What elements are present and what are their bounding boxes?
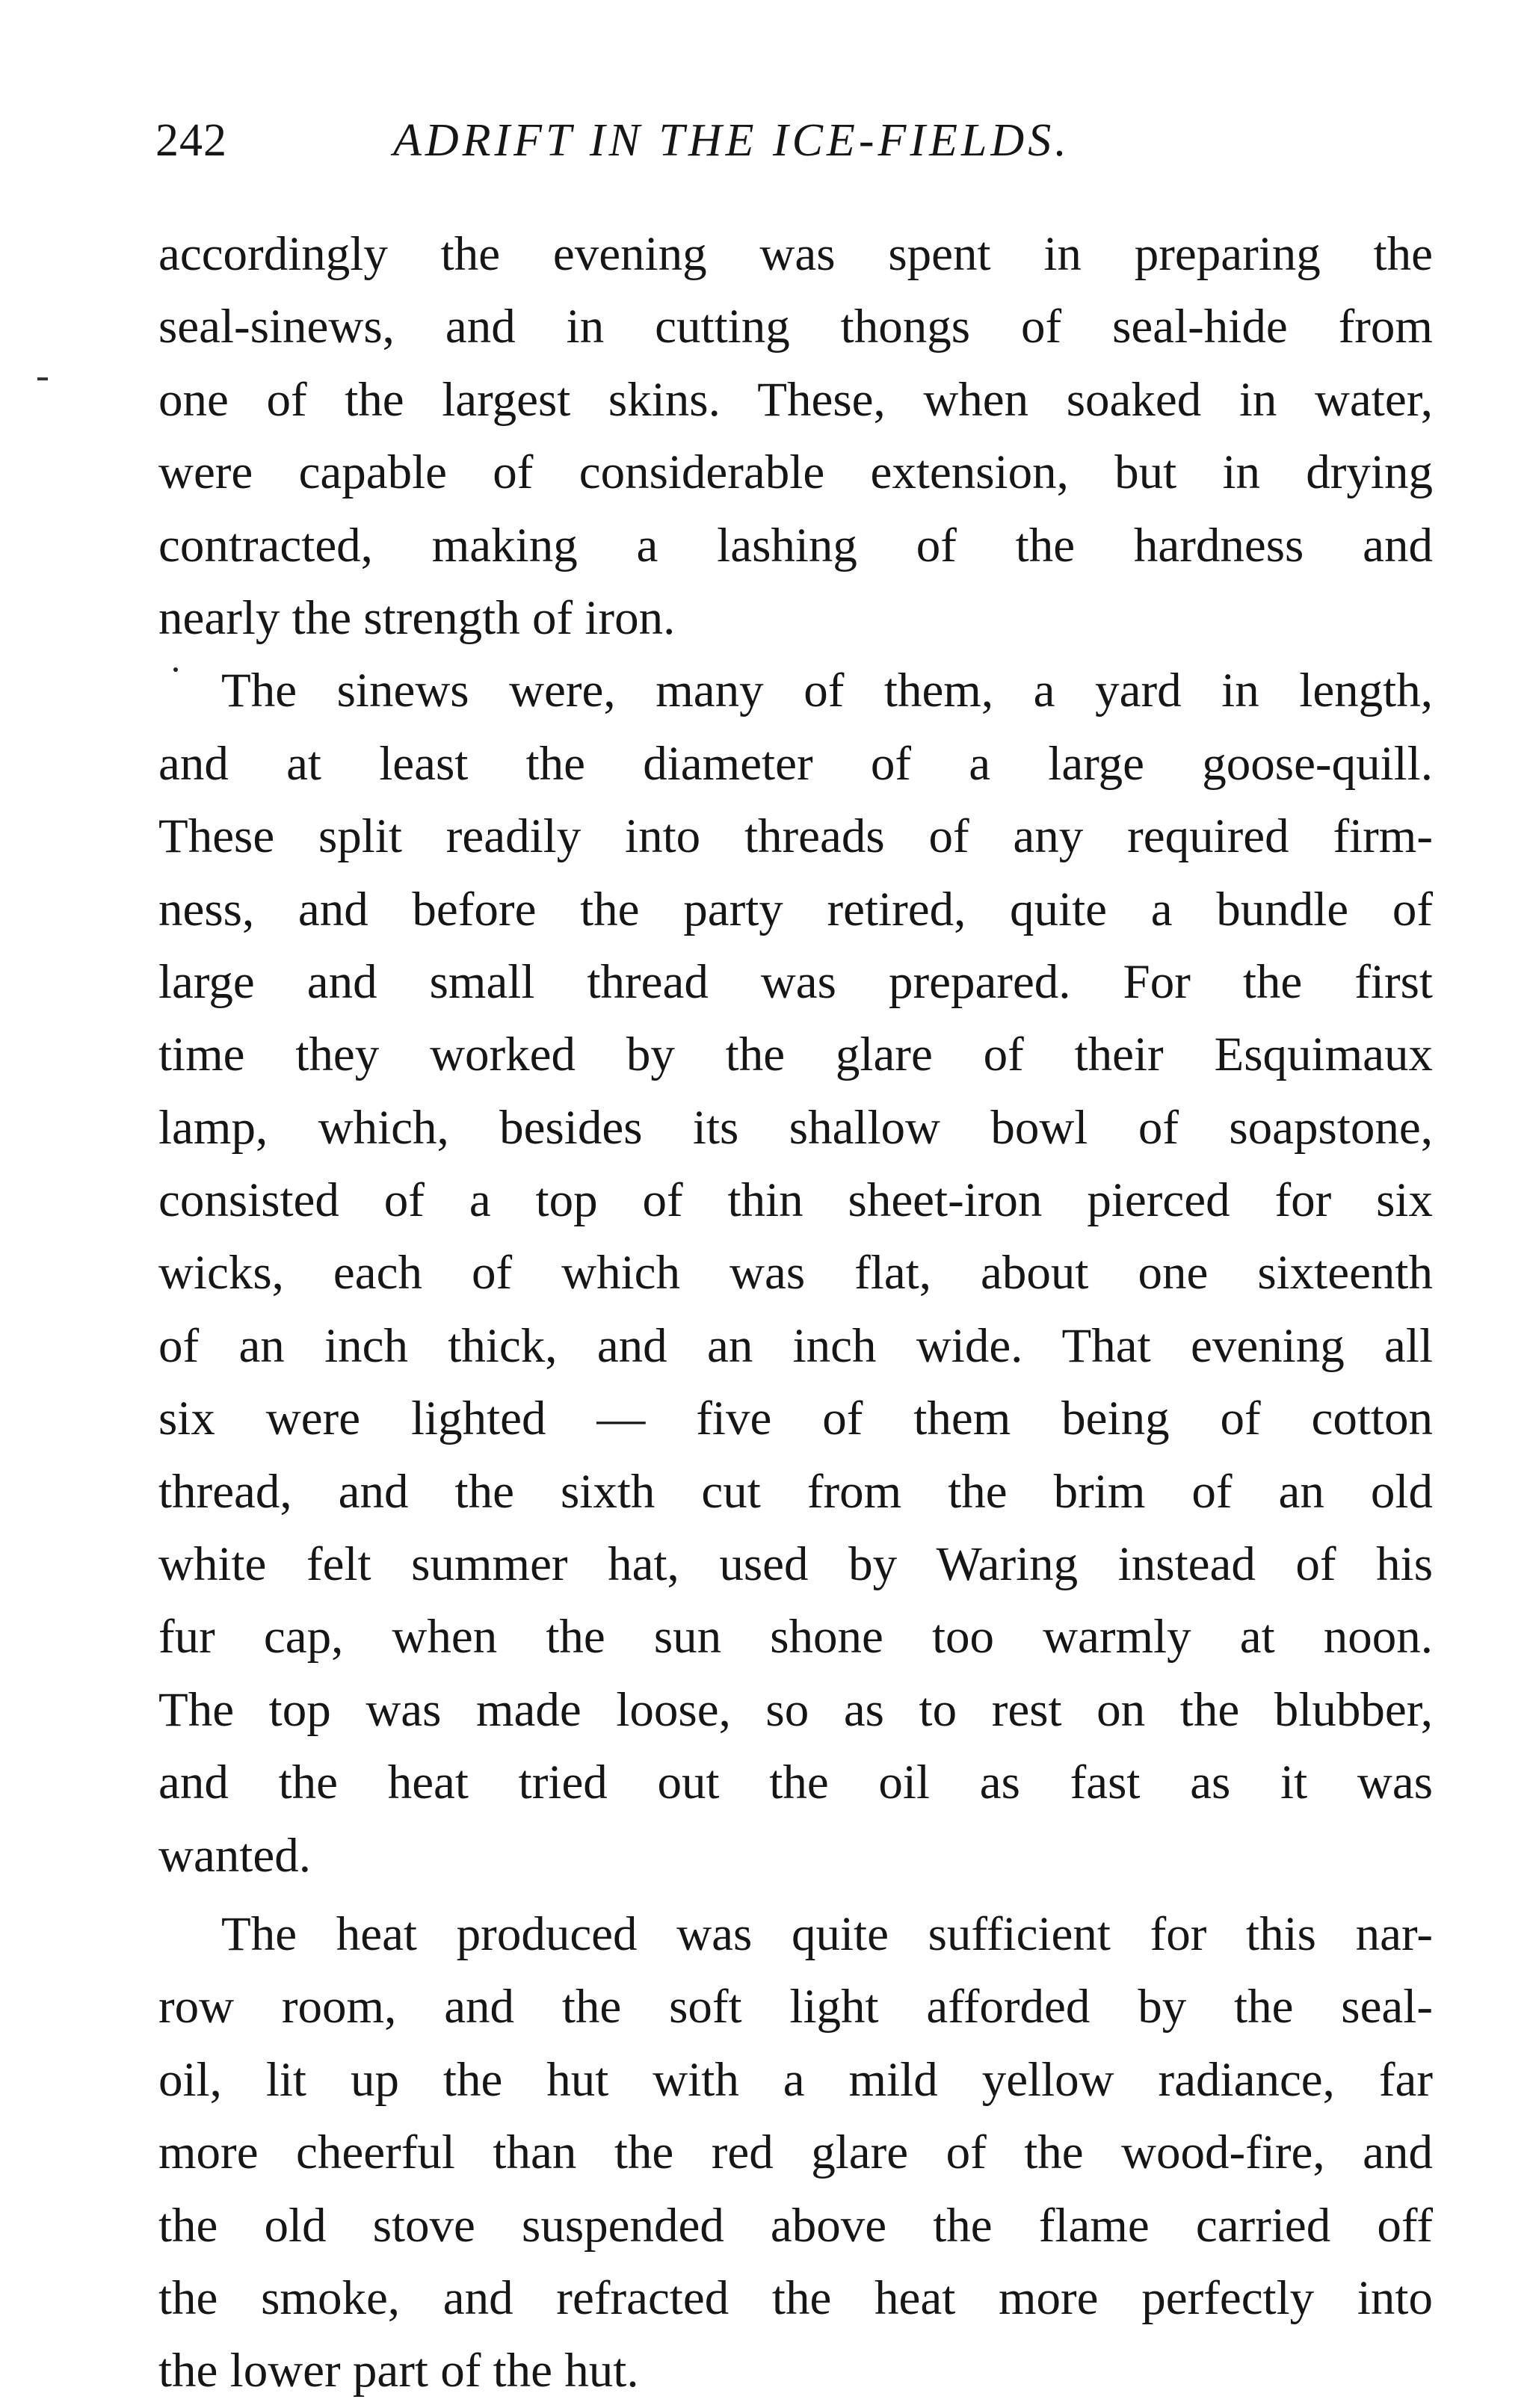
paragraph-3	[158, 1898, 1433, 2408]
text-line: wanted.	[158, 1828, 311, 1883]
text-line: lamp, which, besides its shallow bowl of soapstone,	[158, 1100, 1433, 1155]
text-line: were capable of considerable extension, but in drying	[158, 445, 1433, 500]
text-line: The top was made loose, so as to rest on the blubber,	[158, 1682, 1433, 1737]
text-line: nearly the strength of iron.	[158, 590, 676, 645]
text-line: wicks, each of which was flat, about one sixteenth	[158, 1246, 1433, 1300]
text-line: time they worked by the glare of their Esquimaux	[158, 1028, 1433, 1082]
text-line: fur cap, when the sun shone too warmly at noon.	[158, 1610, 1433, 1664]
page-number: 242	[155, 115, 227, 166]
paragraph-2	[158, 655, 1433, 1892]
margin-mark	[37, 377, 48, 380]
text-line: of an inch thick, and an inch wide. That evening all	[158, 1318, 1433, 1373]
text-line: thread, and the sixth cut from the brim of an old	[158, 1464, 1433, 1519]
text-line: more cheerful than the red glare of the wood-fire, and	[158, 2125, 1433, 2180]
paragraph-gap	[158, 1892, 1433, 1898]
text-line: the old stove suspended above the flame carried off	[158, 2198, 1433, 2253]
text-line: six were lighted — five of them being of cotton	[158, 1392, 1433, 1446]
text-line: the smoke, and refracted the heat more perfectly into	[158, 2270, 1433, 2325]
text-line: These split readily into threads of any required firm-	[158, 809, 1433, 864]
text-line: accordingly the evening was spent in preparing the	[158, 227, 1433, 281]
text-line: seal-sinews, and in cutting thongs of seal-hide from	[158, 300, 1433, 354]
text-line: the lower part of the hut.	[158, 2344, 639, 2398]
text-line: white felt summer hat, used by Waring instead of his	[158, 1537, 1433, 1592]
text-line: oil, lit up the hut with a mild yellow radiance, far	[158, 2052, 1433, 2107]
text-line: and at least the diameter of a large goose-quill.	[158, 736, 1433, 791]
text-line: large and small thread was prepared. For the first	[158, 954, 1433, 1009]
text-line: contracted, making a lashing of the hardness and	[158, 518, 1433, 572]
paragraph-1	[158, 218, 1433, 655]
text-line: and the heat tried out the oil as fast as it was	[158, 1756, 1433, 1810]
body-text	[158, 218, 1433, 2408]
text-line: ness, and before the party retired, quite a bundle of	[158, 882, 1433, 936]
text-line: row room, and the soft light afforded by the seal-	[158, 1980, 1433, 2034]
page-header	[155, 111, 1426, 170]
text-line: one of the largest skins. These, when soaked in water,	[158, 372, 1433, 427]
running-title: ADRIFT IN THE ICE-FIELDS.	[393, 115, 1070, 166]
text-line: consisted of a top of thin sheet-iron pierced for six	[158, 1173, 1433, 1228]
text-line: The heat produced was quite sufficient for this nar-	[221, 1907, 1433, 1961]
text-line: The sinews were, many of them, a yard in length,	[221, 664, 1433, 718]
